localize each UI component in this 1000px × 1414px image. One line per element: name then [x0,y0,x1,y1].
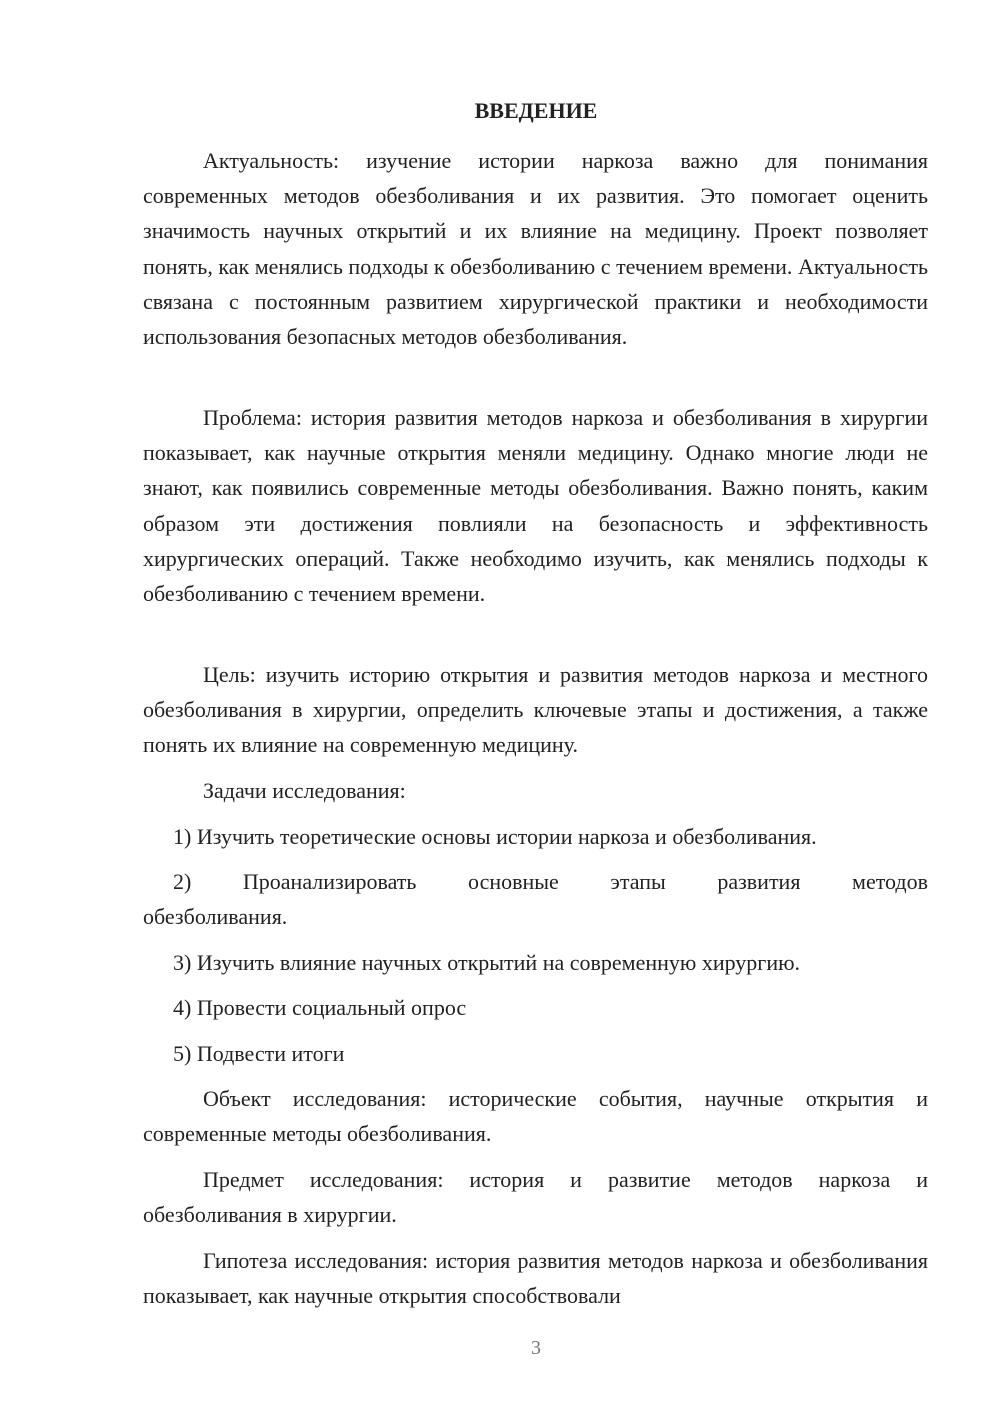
tasks-heading: Задачи исследования: [203,778,406,803]
task-item-5: 5) Подвести итоги [173,1041,345,1066]
task-item-1: 1) Изучить теоретические основы истории наркоза и обезболивания. [173,824,817,849]
task-item-4: 4) Провести социальный опрос [173,995,467,1020]
paragraph-object: Объект исследования: исторические события, научные открытия и современные методы обезболивания. [143,1086,928,1147]
task-item-3: 3) Изучить влияние научных открытий на современную хирургию. [173,950,801,975]
page-number: 3 [531,1337,541,1359]
paragraph-problem: Проблема: история развития методов наркоза и обезболивания в хирургии показывает, как научные открытия меняли медицину. Однако многие люди не знают, как появились современные методы обезболивания. Важно понять, каким образом эти достижения повлияли на безопасность и эффективность хирургических операций. Также необходимо изучить, как менялись подходы к обезболиванию с течением времени. [143,405,928,607]
paragraph-relevance: Актуальность: изучение истории наркоза важно для понимания современных методов обезболивания и их развития. Это помогает оценить значимость научных открытий и их влияние на медицину. Проект позволяет понять, как менялись подходы к обезболиванию с течением времени. Актуальность связана с постоянным развитием хирургической практики и необходимости использования безопасных методов обезболивания. [143,148,928,350]
section-title: ВВЕДЕНИЕ [474,98,598,123]
paragraph-subject: Предмет исследования: история и развитие методов наркоза и обезболивания в хирургии. [143,1167,928,1228]
paragraph-goal: Цель: изучить историю открытия и развития методов наркоза и местного обезболивания в хирургии, определить ключевые этапы и достижения, а также понять их влияние на современную медицину. [143,662,928,758]
task-item-2-line-2: обезболивания. [143,904,288,930]
task-item-2-line-1: 2) Проанализировать основные этапы развития методов [173,869,928,894]
paragraph-hypothesis: Гипотеза исследования: история развития методов наркоза и обезболивания показывает, как научные открытия способствовали [143,1248,928,1309]
task-item-2 [143,864,928,934]
